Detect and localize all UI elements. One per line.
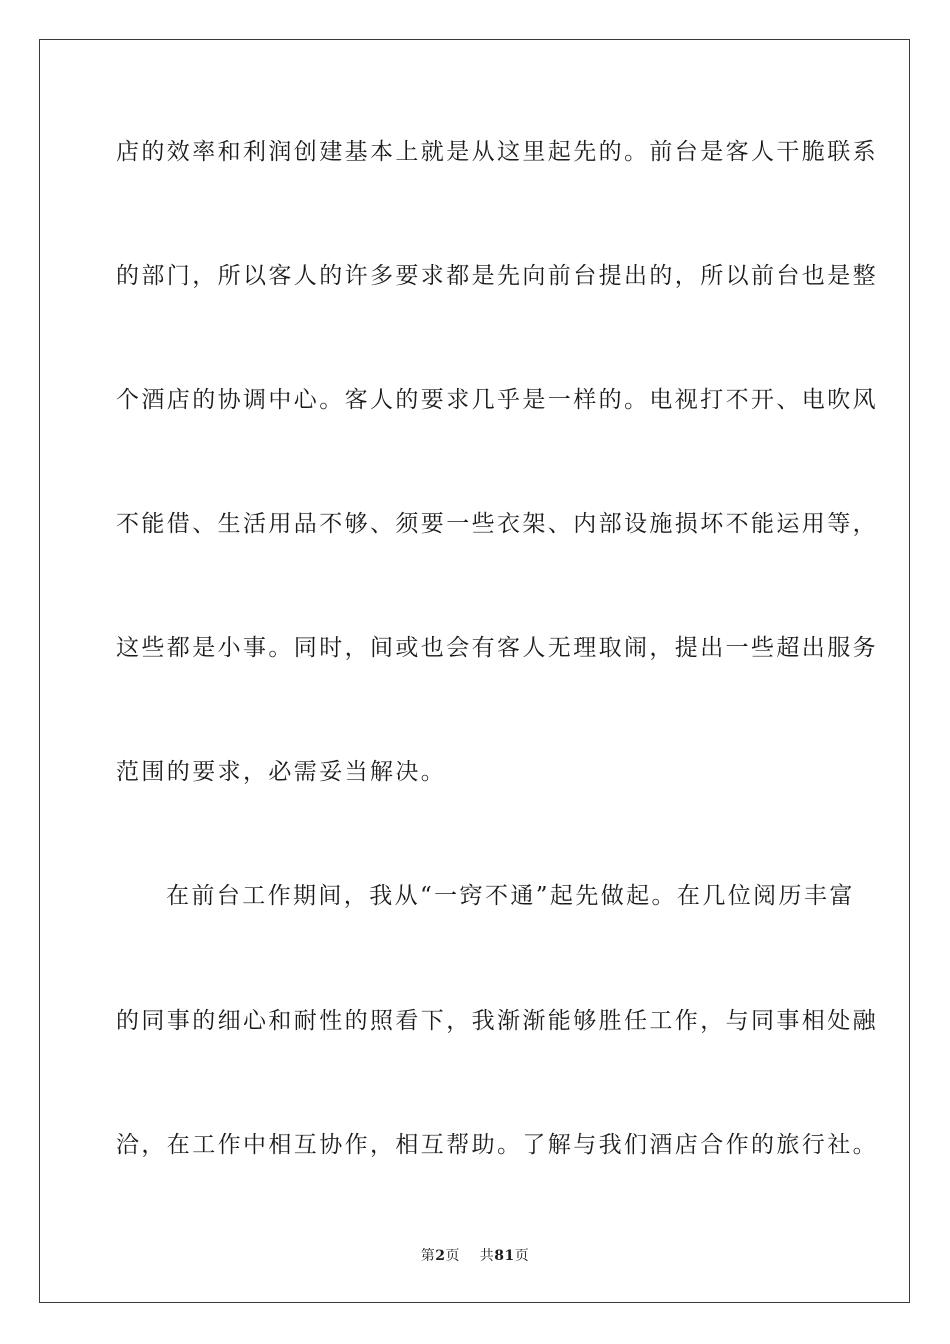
text-line-7: 在前台工作期间，我从“一窍不通”起先做起。在几位阅历丰富 [166,883,855,909]
text-line-2: 的部门，所以客人的许多要求都是先向前台提出的，所以前台也是整 [116,263,878,289]
page-border [39,39,910,1303]
text-line-6: 范围的要求，必需妥当解决。 [116,759,447,785]
total-pages: 81 [494,1248,515,1264]
text-line-3: 个酒店的协调中心。客人的要求几乎是一样的。电视打不开、电吹风 [116,387,878,413]
text-line-8: 的同事的细心和耐性的照看下，我渐渐能够胜任工作，与同事相处融 [116,1008,878,1034]
total-suffix: 页 [514,1248,530,1264]
text-line-4: 不能借、生活用品不够、须要一些衣架、内部设施损坏不能运用等， [116,511,878,537]
text-line-5: 这些都是小事。同时，间或也会有客人无理取闹，提出一些超出服务 [116,635,878,661]
text-line-9: 洽，在工作中相互协作，相互帮助。了解与我们酒店合作的旅行社。 [116,1132,878,1158]
page-number: 2 [435,1248,446,1264]
page-footer [0,1245,950,1265]
page-suffix: 页 [445,1248,460,1264]
text-line-1: 店的效率和利润创建基本上就是从这里起先的。前台是客人干脆联系 [116,139,878,165]
page-prefix: 第 [420,1248,436,1264]
total-prefix: 共 [479,1248,495,1264]
